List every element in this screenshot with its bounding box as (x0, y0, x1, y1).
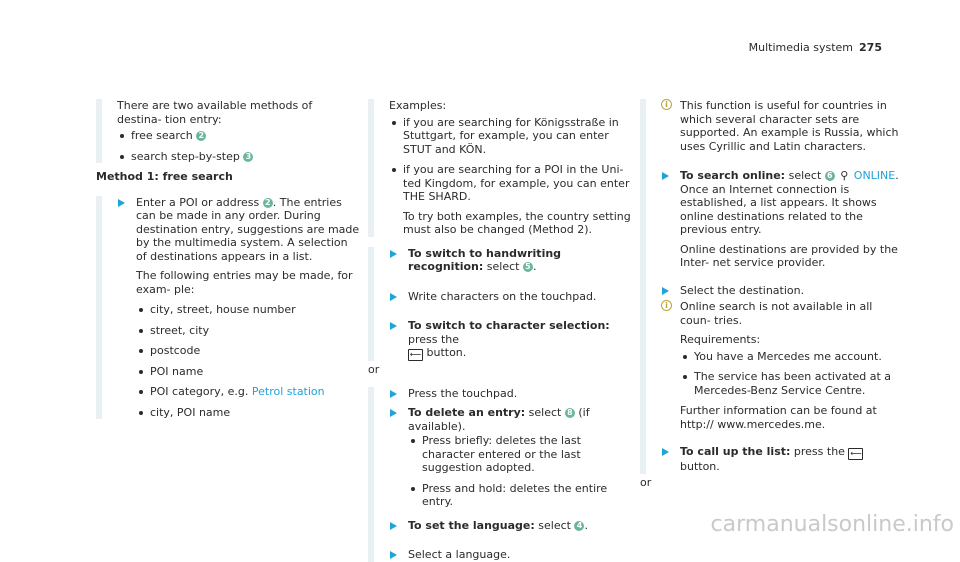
online-link[interactable]: ONLINE (853, 169, 896, 182)
list-item: POI category, e.g. Petrol station (136, 385, 360, 399)
further-info: Further information can be found at http:// www.mercedes.me. (680, 404, 877, 431)
page-number: 275 (859, 41, 882, 54)
or-text: or (368, 363, 380, 376)
arrow-right-icon (390, 551, 397, 559)
arrow-right-icon (118, 199, 125, 207)
requirements-list (680, 350, 904, 398)
arrow-right-icon (390, 293, 397, 301)
step-call-list: To call up the list: press the ⟵ button. (661, 445, 904, 474)
arrow-right-icon (390, 390, 397, 398)
intro-text: There are two available methods of destina- tion entry: (117, 99, 313, 126)
arrow-right-icon (390, 250, 397, 258)
intro-block (96, 99, 360, 163)
section-heading: Method 1: free search (96, 170, 233, 183)
step-search-online: To search online: select 6 ⚲ ONLINE. Once an Internet connection is established, a list appears. It shows online destinations related to the previous entry. Online destinations are provided by the Inter- net service provider. (661, 169, 904, 270)
callout-number: 2 (196, 131, 206, 141)
info-icon: i (661, 300, 672, 311)
list-item: if you are searching for Königsstraße in Stuttgart, for example, you can enter STUT and KÖN. (389, 116, 632, 157)
step-character-selection: To switch to character selection: press the ⟵ button. (389, 319, 632, 361)
callout-number: 8 (565, 408, 575, 418)
arrow-right-icon (390, 322, 397, 330)
list-item: city, POI name (136, 406, 360, 420)
list-item: Press and hold: deletes the entire entry. (408, 482, 632, 509)
step-delete-entry: To delete an entry: select 8 (if available). Press briefly: deletes the last character entered or the last suggestion adopted. Press and hold: deletes the entire entry. (389, 406, 632, 509)
chapter-title: Multimedia system (748, 41, 854, 54)
step-write: Write characters on the touchpad. (389, 290, 632, 304)
watermark-text: carmanualsonline.info (710, 511, 954, 537)
entries-list (136, 303, 360, 419)
step-note: The following entries may be made, for exam- ple: (136, 269, 353, 296)
list-item: Press briefly: deletes the last character entered or the last suggestion adopted. (408, 434, 632, 475)
list-item: search step-by-step 3 (117, 150, 360, 164)
info-block (640, 99, 904, 474)
delete-steps-block (368, 387, 632, 562)
info-note-availability: i Online search is not available in all coun- tries. Requirements: You have a Mercedes me account. The service has been activated at a Mercedes-Benz Service Centre. Further information can be found at http:// www.mercedes.me. (661, 300, 904, 431)
callout-number: 3 (243, 152, 253, 162)
search-online-provider: Online destinations are provided by the Inter- net service provider. (680, 242, 898, 269)
arrow-right-icon (390, 522, 397, 530)
list-item: You have a Mercedes me account. (680, 350, 904, 364)
list-item: city, street, house number (136, 303, 360, 317)
step-block (96, 196, 360, 420)
step-set-language: To set the language: select 4 . (389, 519, 632, 533)
column-1 (96, 99, 360, 419)
examples-block (368, 99, 632, 237)
page-header (749, 41, 882, 55)
back-button-icon: ⟵ (409, 350, 422, 359)
column-2 (368, 99, 632, 562)
callout-number: 2 (263, 198, 273, 208)
list-item: if you are searching for a POI in the Uni- ted Kingdom, for example, you can enter THE SHARD. To try both examples, the country setting must also be changed (Method 2). (389, 163, 632, 237)
info-icon: i (661, 99, 672, 110)
requirements-label: Requirements: (680, 333, 761, 346)
list-item: street, city (136, 324, 360, 338)
search-icon: ⚲ (840, 169, 849, 182)
arrow-right-icon (662, 172, 669, 180)
examples-label: Examples: (389, 99, 447, 112)
intro-list (117, 129, 360, 163)
arrow-right-icon (662, 287, 669, 295)
list-item: The service has been activated at a Mercedes-Benz Service Centre. (680, 370, 904, 397)
callout-number: 4 (574, 521, 584, 531)
back-button-icon: ⟵ (850, 449, 862, 458)
list-item: free search 2 (117, 129, 360, 143)
or-text: or (640, 475, 652, 489)
examples-note: To try both examples, the country setting must also be changed (Method 2). (403, 209, 631, 236)
delete-options-list (408, 434, 632, 509)
input-steps-block (368, 247, 632, 362)
arrow-right-icon (662, 448, 669, 456)
info-note: i This function is useful for countries in which several character sets are supported. An example is Russia, which uses Cyrillic and Latin characters. (661, 99, 904, 153)
step-select-language: Select a language. (389, 548, 632, 562)
callout-number: 6 (825, 171, 835, 181)
search-online-text: Once an Internet connection is established, a list appears. It shows online destinations related to the previous entry. (680, 182, 877, 236)
step-enter-poi: Enter a POI or address 2 . The entries can be made in any order. During destination entry, suggestions are made by the multimedia system. A selection of destinations appears in a list. The following entries may be made, for exam- ple: city, street, house number street, city postcode POI name POI category, e.g. Petrol station city, POI name (117, 196, 360, 420)
step-select-destination: Select the destination. (661, 284, 904, 298)
examples-list (389, 116, 632, 237)
list-item: postcode (136, 344, 360, 358)
column-3 (640, 99, 904, 489)
petrol-station-link[interactable]: Petrol station (251, 385, 325, 398)
list-item: POI name (136, 365, 360, 379)
callout-number: 5 (523, 262, 533, 272)
arrow-right-icon (390, 409, 397, 417)
step-handwriting: To switch to handwriting recognition: select 5 . (389, 247, 632, 274)
step-press-touchpad: Press the touchpad. (389, 387, 632, 401)
